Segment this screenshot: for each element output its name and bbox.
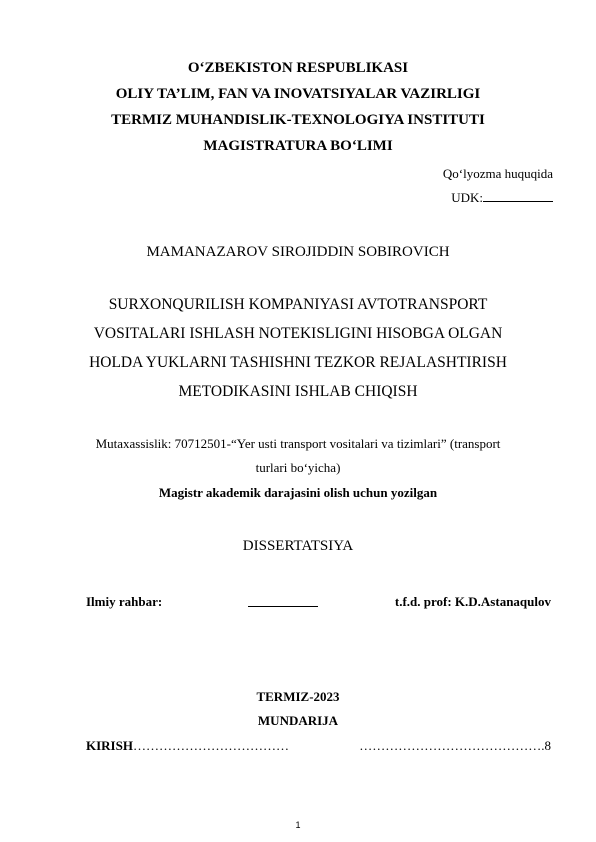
thesis-title-line-3: HOLDA YUKLARNI TASHISHNI TEZKOR REJALASHTIRISH [89, 354, 507, 371]
thesis-title-line-1: SURXONQURILISH KOMPANIYASI AVTOTRANSPORT [108, 296, 488, 313]
toc-entry-page: 8 [544, 738, 551, 753]
degree-statement: Magistr akademik darajasini olish uchun yozilgan [158, 485, 438, 500]
signature-blank [248, 604, 318, 607]
manuscript-rights-label: Qo‘lyozma huquqida [442, 166, 553, 181]
toc-entry-leader-2: ……………………………………. [359, 738, 545, 753]
toc-entry-label: KIRISH [86, 738, 133, 753]
toc-entry-kirish [86, 738, 289, 754]
author-name: MAMANAZAROV SIROJIDDIN SOBIROVICH [146, 244, 450, 260]
toc-entry-right [359, 738, 551, 754]
udk-label: UDK: [451, 190, 483, 205]
thesis-title-line-2: VOSITALARI ISHLASH NOTEKISLIGINI HISOBGA OLGAN [93, 325, 503, 342]
place-year: TERMIZ-2023 [256, 689, 340, 704]
header-ministry: OLIY TA’LIM, FAN VA INOVATSIYALAR VAZIRLIGI [115, 86, 481, 102]
supervisor-name: t.f.d. prof: K.D.Astanaqulov [394, 594, 551, 609]
udk-line [451, 190, 553, 206]
contents-heading: MUNDARIJA [257, 713, 339, 728]
toc-entry-leader-1: ……………………………… [132, 738, 289, 753]
thesis-title-line-4: METODIKASINI ISHLAB CHIQISH [178, 383, 418, 400]
specialty-line-2: turlari bo‘yicha) [255, 460, 341, 475]
document-type: DISSERTATSIYA [242, 538, 354, 554]
supervisor-label: Ilmiy rahbar: [86, 594, 163, 609]
specialty-line-1: Mutaxassislik: 70712501-“Yer usti transport vositalari va tizimlari” (transport [95, 436, 501, 451]
header-ministry-country: O‘ZBEKISTON RESPUBLIKASI [187, 60, 409, 76]
header-department: MAGISTRATURA BO‘LIMI [203, 138, 393, 154]
udk-blank [483, 190, 553, 202]
page-number: 1 [295, 820, 301, 830]
header-institute: TERMIZ MUHANDISLIK-TEXNOLOGIYA INSTITUTI [111, 112, 485, 128]
